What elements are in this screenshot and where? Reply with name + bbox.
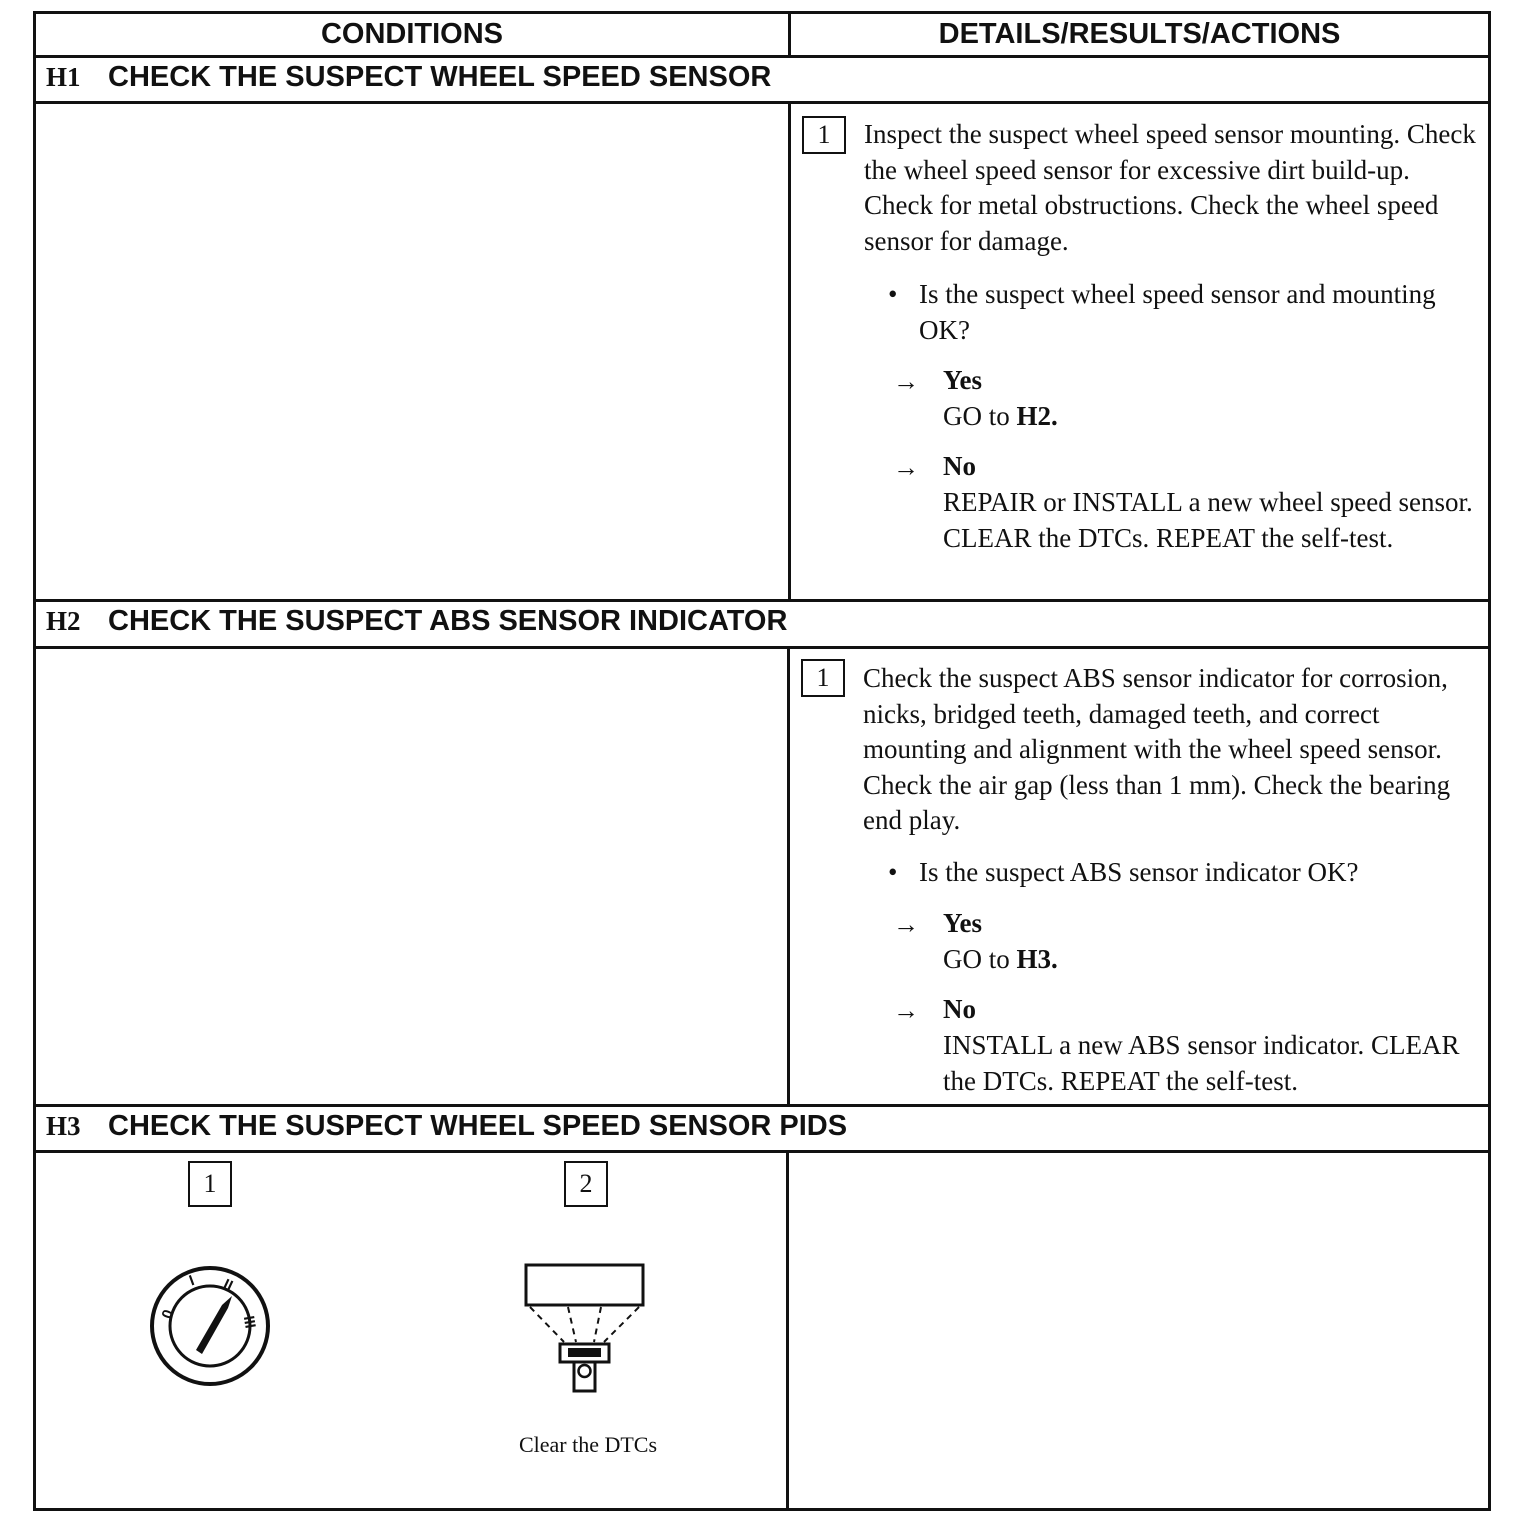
ignition-switch-icon [140, 1256, 280, 1396]
yes-action [943, 399, 1058, 435]
yes-action-target: H3. [1016, 944, 1058, 974]
divider [33, 646, 1491, 649]
column-divider [788, 101, 791, 601]
step-number-box: 1 [802, 116, 846, 154]
step-number-box: 1 [801, 659, 845, 697]
arrow-right-icon: → [893, 910, 919, 939]
arrow-right-icon: → [893, 996, 919, 1025]
no-label: No [943, 451, 976, 481]
divider [33, 1150, 1491, 1153]
step-question: Is the suspect ABS sensor indicator OK? [919, 857, 1359, 887]
yes-action-prefix: GO to [943, 944, 1017, 974]
column-divider [786, 1150, 789, 1510]
section-title-h1 [46, 57, 771, 97]
yes-label: Yes [943, 908, 982, 938]
section-code: H2 [46, 606, 81, 636]
step-number-box: 2 [564, 1161, 608, 1207]
no-label: No [943, 994, 976, 1024]
conditions-header: CONDITIONS [320, 18, 504, 50]
ignition-mark-2: II [220, 1275, 236, 1295]
bullet-icon: • [888, 279, 898, 309]
step-instruction: Check the suspect ABS sensor indicator for corrosion, nicks, bridged teeth, damaged teeth, and correct mounting and alignment with the wheel speed sensor. Check the air gap (less than 1 mm). Check the bearing end play. [863, 663, 1451, 835]
ignition-mark-0: 0 [158, 1307, 178, 1322]
divider [33, 101, 1491, 104]
yes-action-target: H2. [1016, 401, 1058, 431]
clear-dtcs-caption: Clear the DTCs [518, 1432, 658, 1457]
step-question: Is the suspect wheel speed sensor and mounting OK? [919, 279, 1436, 345]
no-action: REPAIR or INSTALL a new wheel speed sensor. CLEAR the DTCs. REPEAT the self-test. [943, 487, 1473, 553]
ignition-mark-1: I [186, 1272, 197, 1290]
yes-label: Yes [943, 365, 982, 395]
arrow-right-icon: → [893, 367, 919, 396]
column-divider [787, 646, 790, 1106]
no-action: INSTALL a new ABS sensor indicator. CLEAR the DTCs. REPEAT the self-test. [943, 1030, 1460, 1096]
step-instruction: Inspect the suspect wheel speed sensor mounting. Check the wheel speed sensor for excessive dirt build-up. Check for metal obstructions. Check the wheel speed sensor for damage. [864, 119, 1476, 256]
yes-action-prefix: GO to [943, 401, 1017, 431]
details-header: DETAILS/RESULTS/ACTIONS [938, 18, 1341, 50]
section-title-h3 [46, 1106, 847, 1146]
section-heading: CHECK THE SUSPECT WHEEL SPEED SENSOR [108, 61, 772, 93]
scan-tool-icon [518, 1258, 658, 1398]
arrow-right-icon: → [893, 453, 919, 482]
section-code: H1 [46, 62, 81, 92]
step-number-box: 1 [188, 1161, 232, 1207]
bullet-icon: • [888, 857, 898, 887]
section-code: H3 [46, 1111, 81, 1141]
yes-action [943, 942, 1058, 978]
section-heading: CHECK THE SUSPECT WHEEL SPEED SENSOR PIDS [108, 1110, 848, 1142]
ignition-mark-3: III [239, 1314, 259, 1330]
section-title-h2 [46, 601, 787, 641]
section-heading: CHECK THE SUSPECT ABS SENSOR INDICATOR [108, 605, 788, 637]
